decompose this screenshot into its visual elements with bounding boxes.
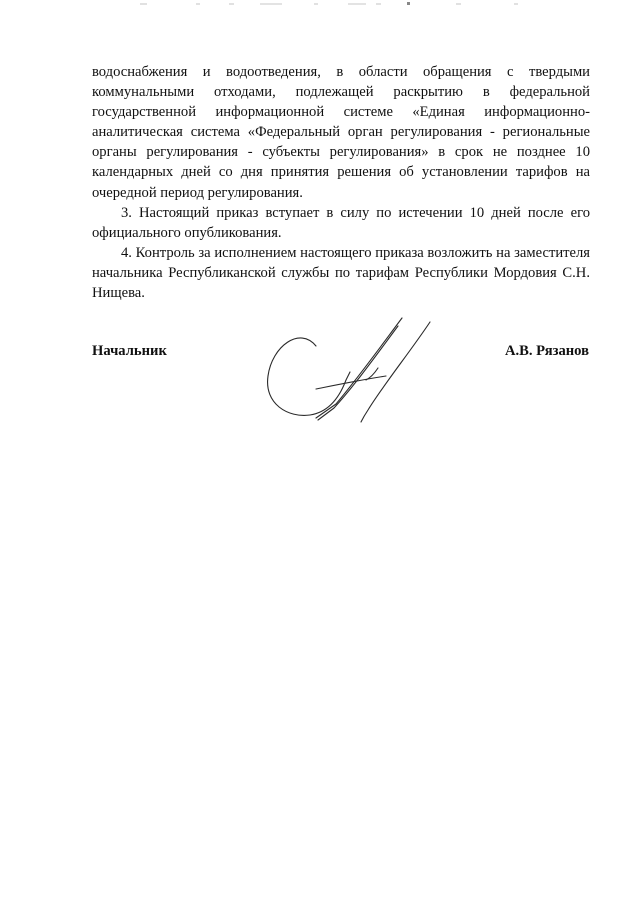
paragraph-item-4: 4. Контроль за исполнением настоящего приказа возложить на заместителя начальника Республиканской службы по тарифам Республики Мордовия С.Н. Нищева. xyxy=(92,244,590,302)
document-body xyxy=(92,62,590,303)
handwritten-signature xyxy=(258,312,438,424)
paragraph-item-3: 3. Настоящий приказ вступает в силу по истечении 10 дней после его официального опубликования. xyxy=(92,204,590,241)
paragraph-continuation: водоснабжения и водоотведения, в области обращения с твердыми коммунальными отходами, подлежащей раскрытию в федеральной государственной информационной системе «Единая информационно-аналитическая система «Федеральный орган регулирования - региональные органы регулирования - субъекты регулирования» в срок не позднее 10 календарных дней со дня принятия решения об установлении тарифов на очередной период регулирования. xyxy=(92,64,590,201)
signatory-title: Начальник xyxy=(92,343,167,359)
scan-artifact-marks xyxy=(0,0,640,12)
signatory-name: А.В. Рязанов xyxy=(504,343,589,359)
